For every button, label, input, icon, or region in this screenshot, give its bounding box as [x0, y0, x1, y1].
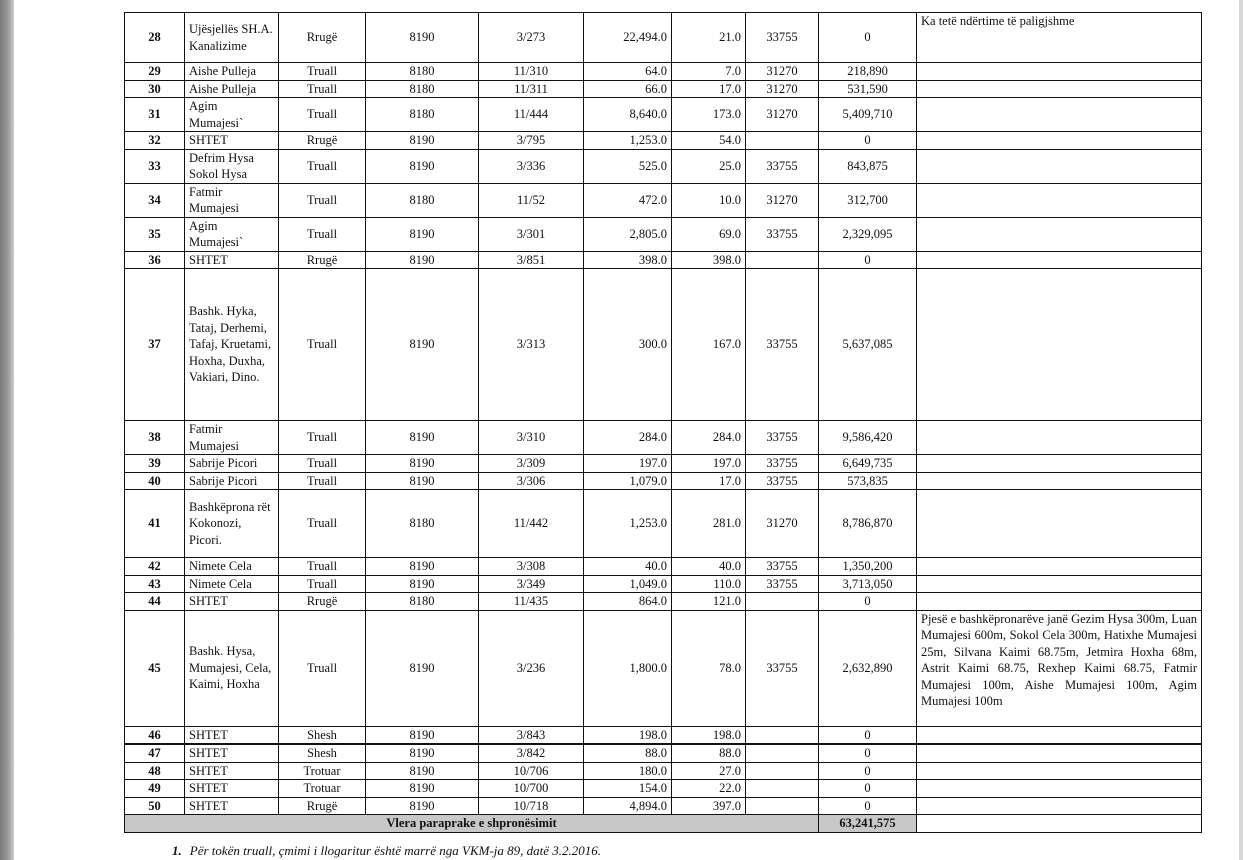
expropriated-area-cell: 167.0 — [672, 269, 746, 421]
value-cell: 218,890 — [819, 63, 917, 81]
owner-cell: SHTET — [185, 132, 279, 150]
parcel-area-cell: 2,805.0 — [584, 217, 672, 251]
parcel-number-cell: 10/706 — [479, 762, 584, 780]
land-type-cell: Truall — [279, 472, 366, 490]
expropriated-area-cell: 40.0 — [672, 558, 746, 576]
table-row — [125, 251, 1202, 269]
row-number: 30 — [125, 80, 185, 98]
land-type-cell: Rrugë — [279, 251, 366, 269]
parcel-area-cell: 284.0 — [584, 421, 672, 455]
notes-cell — [917, 63, 1202, 81]
unit-price-cell: 31270 — [746, 63, 819, 81]
owner-cell: SHTET — [185, 762, 279, 780]
expropriated-area-cell: 21.0 — [672, 13, 746, 63]
table-row — [125, 762, 1202, 780]
total-value: 63,241,575 — [819, 815, 917, 833]
parcel-number-cell: 3/851 — [479, 251, 584, 269]
owner-cell: SHTET — [185, 797, 279, 815]
parcel-area-cell: 22,494.0 — [584, 13, 672, 63]
expropriated-area-cell: 284.0 — [672, 421, 746, 455]
unit-price-cell: 31270 — [746, 98, 819, 132]
land-type-cell: Truall — [279, 98, 366, 132]
owner-cell: Fatmir Mumajesi — [185, 183, 279, 217]
notes-cell — [917, 421, 1202, 455]
owner-cell: Bashkëprona rët Kokonozi, Picori. — [185, 490, 279, 558]
notes-cell — [917, 762, 1202, 780]
cadastral-zone-cell: 8190 — [366, 780, 479, 798]
unit-price-cell — [746, 593, 819, 611]
cadastral-zone-cell: 8180 — [366, 63, 479, 81]
owner-cell: Sabrije Picori — [185, 472, 279, 490]
unit-price-cell: 33755 — [746, 149, 819, 183]
footnote — [172, 843, 601, 859]
owner-cell: Agim Mumajesi` — [185, 217, 279, 251]
table-row — [125, 149, 1202, 183]
cadastral-zone-cell: 8190 — [366, 575, 479, 593]
row-number: 37 — [125, 269, 185, 421]
expropriated-area-cell: 10.0 — [672, 183, 746, 217]
land-type-cell: Rrugë — [279, 797, 366, 815]
notes-cell — [917, 797, 1202, 815]
table-row — [125, 558, 1202, 576]
parcel-area-cell: 1,253.0 — [584, 132, 672, 150]
notes-cell: Ka tetë ndërtime të paligjshme — [917, 13, 1202, 63]
cadastral-zone-cell: 8190 — [366, 251, 479, 269]
expropriated-area-cell: 173.0 — [672, 98, 746, 132]
parcel-number-cell: 3/842 — [479, 744, 584, 762]
owner-cell: Bashk. Hysa, Mumajesi, Cela, Kaimi, Hoxha — [185, 610, 279, 726]
row-number: 42 — [125, 558, 185, 576]
cadastral-zone-cell: 8190 — [366, 217, 479, 251]
row-number: 28 — [125, 13, 185, 63]
row-number: 48 — [125, 762, 185, 780]
value-cell: 0 — [819, 251, 917, 269]
value-cell: 843,875 — [819, 149, 917, 183]
owner-cell: Defrim Hysa Sokol Hysa — [185, 149, 279, 183]
owner-cell: Bashk. Hyka, Tataj, Derhemi, Tafaj, Kruetami, Hoxha, Duxha, Vakiari, Dino. — [185, 269, 279, 421]
owner-cell: Nimete Cela — [185, 558, 279, 576]
notes-cell — [917, 472, 1202, 490]
cadastral-zone-cell: 8190 — [366, 610, 479, 726]
cadastral-zone-cell: 8190 — [366, 149, 479, 183]
row-number: 32 — [125, 132, 185, 150]
total-row — [125, 815, 1202, 833]
parcel-number-cell: 3/843 — [479, 726, 584, 744]
row-number: 38 — [125, 421, 185, 455]
parcel-area-cell: 8,640.0 — [584, 98, 672, 132]
value-cell: 2,632,890 — [819, 610, 917, 726]
footnote-number: 1. — [172, 843, 182, 858]
row-number: 41 — [125, 490, 185, 558]
table-body — [125, 13, 1202, 833]
unit-price-cell: 33755 — [746, 13, 819, 63]
land-type-cell: Truall — [279, 269, 366, 421]
land-type-cell: Rrugë — [279, 132, 366, 150]
expropriated-area-cell: 397.0 — [672, 797, 746, 815]
value-cell: 5,409,710 — [819, 98, 917, 132]
unit-price-cell — [746, 762, 819, 780]
value-cell: 312,700 — [819, 183, 917, 217]
parcel-area-cell: 472.0 — [584, 183, 672, 217]
parcel-number-cell: 3/236 — [479, 610, 584, 726]
table-row — [125, 797, 1202, 815]
row-number: 50 — [125, 797, 185, 815]
owner-cell: Ujësjellës SH.A. Kanalizime — [185, 13, 279, 63]
parcel-number-cell: 11/435 — [479, 593, 584, 611]
row-number: 45 — [125, 610, 185, 726]
row-number: 49 — [125, 780, 185, 798]
unit-price-cell: 33755 — [746, 217, 819, 251]
cadastral-zone-cell: 8190 — [366, 797, 479, 815]
cadastral-zone-cell: 8180 — [366, 98, 479, 132]
table-row — [125, 726, 1202, 744]
unit-price-cell: 33755 — [746, 558, 819, 576]
parcel-area-cell: 64.0 — [584, 63, 672, 81]
notes-cell — [917, 575, 1202, 593]
unit-price-cell: 33755 — [746, 455, 819, 473]
viewer-right-edge — [1239, 0, 1243, 860]
expropriated-area-cell: 110.0 — [672, 575, 746, 593]
parcel-number-cell: 3/336 — [479, 149, 584, 183]
land-type-cell: Truall — [279, 183, 366, 217]
value-cell: 0 — [819, 13, 917, 63]
parcel-number-cell: 3/309 — [479, 455, 584, 473]
land-type-cell: Truall — [279, 217, 366, 251]
owner-cell: Aishe Pulleja — [185, 80, 279, 98]
row-number: 36 — [125, 251, 185, 269]
expropriated-area-cell: 17.0 — [672, 80, 746, 98]
value-cell: 0 — [819, 797, 917, 815]
cadastral-zone-cell: 8190 — [366, 558, 479, 576]
land-type-cell: Trotuar — [279, 762, 366, 780]
unit-price-cell — [746, 797, 819, 815]
land-type-cell: Trotuar — [279, 780, 366, 798]
table-row — [125, 269, 1202, 421]
notes-cell — [917, 149, 1202, 183]
parcel-number-cell: 3/349 — [479, 575, 584, 593]
cadastral-zone-cell: 8180 — [366, 593, 479, 611]
owner-cell: Sabrije Picori — [185, 455, 279, 473]
expropriated-area-cell: 121.0 — [672, 593, 746, 611]
notes-cell — [917, 183, 1202, 217]
value-cell: 6,649,735 — [819, 455, 917, 473]
owner-cell: SHTET — [185, 593, 279, 611]
expropriated-area-cell: 22.0 — [672, 780, 746, 798]
unit-price-cell: 33755 — [746, 269, 819, 421]
parcel-number-cell: 11/444 — [479, 98, 584, 132]
parcel-number-cell: 3/306 — [479, 472, 584, 490]
row-number: 43 — [125, 575, 185, 593]
parcel-area-cell: 154.0 — [584, 780, 672, 798]
notes-cell — [917, 251, 1202, 269]
parcel-area-cell: 1,049.0 — [584, 575, 672, 593]
land-type-cell: Truall — [279, 610, 366, 726]
expropriated-area-cell: 398.0 — [672, 251, 746, 269]
cadastral-zone-cell: 8190 — [366, 269, 479, 421]
owner-cell: SHTET — [185, 780, 279, 798]
table-row — [125, 472, 1202, 490]
value-cell: 0 — [819, 132, 917, 150]
value-cell: 573,835 — [819, 472, 917, 490]
table-row — [125, 610, 1202, 726]
row-number: 46 — [125, 726, 185, 744]
table-row — [125, 183, 1202, 217]
unit-price-cell: 33755 — [746, 472, 819, 490]
cadastral-zone-cell: 8180 — [366, 183, 479, 217]
land-type-cell: Truall — [279, 149, 366, 183]
land-type-cell: Rrugë — [279, 13, 366, 63]
value-cell: 1,350,200 — [819, 558, 917, 576]
notes-cell — [917, 744, 1202, 762]
cadastral-zone-cell: 8190 — [366, 472, 479, 490]
parcel-area-cell: 4,894.0 — [584, 797, 672, 815]
parcel-area-cell: 300.0 — [584, 269, 672, 421]
expropriated-area-cell: 27.0 — [672, 762, 746, 780]
parcel-number-cell: 3/273 — [479, 13, 584, 63]
row-number: 47 — [125, 744, 185, 762]
expropriation-table — [124, 12, 1202, 833]
expropriated-area-cell: 281.0 — [672, 490, 746, 558]
parcel-number-cell: 10/700 — [479, 780, 584, 798]
expropriated-area-cell: 198.0 — [672, 726, 746, 744]
land-type-cell: Truall — [279, 63, 366, 81]
parcel-area-cell: 1,253.0 — [584, 490, 672, 558]
table-row — [125, 98, 1202, 132]
notes-cell — [917, 217, 1202, 251]
notes-cell — [917, 269, 1202, 421]
parcel-number-cell: 11/310 — [479, 63, 584, 81]
value-cell: 8,786,870 — [819, 490, 917, 558]
table-row — [125, 744, 1202, 762]
table-row — [125, 455, 1202, 473]
parcel-area-cell: 525.0 — [584, 149, 672, 183]
notes-cell — [917, 455, 1202, 473]
owner-cell: Fatmir Mumajesi — [185, 421, 279, 455]
notes-cell — [917, 780, 1202, 798]
table-row — [125, 132, 1202, 150]
parcel-area-cell: 198.0 — [584, 726, 672, 744]
expropriated-area-cell: 25.0 — [672, 149, 746, 183]
owner-cell: SHTET — [185, 726, 279, 744]
row-number: 40 — [125, 472, 185, 490]
notes-cell — [917, 558, 1202, 576]
cadastral-zone-cell: 8190 — [366, 744, 479, 762]
row-number: 39 — [125, 455, 185, 473]
row-number: 33 — [125, 149, 185, 183]
owner-cell: SHTET — [185, 251, 279, 269]
cadastral-zone-cell: 8190 — [366, 13, 479, 63]
parcel-area-cell: 1,800.0 — [584, 610, 672, 726]
expropriated-area-cell: 7.0 — [672, 63, 746, 81]
expropriated-area-cell: 69.0 — [672, 217, 746, 251]
owner-cell: Agim Mumajesi` — [185, 98, 279, 132]
notes-cell — [917, 98, 1202, 132]
parcel-area-cell: 40.0 — [584, 558, 672, 576]
row-number: 31 — [125, 98, 185, 132]
notes-cell — [917, 490, 1202, 558]
land-type-cell: Truall — [279, 421, 366, 455]
unit-price-cell: 31270 — [746, 183, 819, 217]
unit-price-cell — [746, 726, 819, 744]
land-type-cell: Shesh — [279, 744, 366, 762]
expropriated-area-cell: 17.0 — [672, 472, 746, 490]
parcel-area-cell: 864.0 — [584, 593, 672, 611]
unit-price-cell: 33755 — [746, 421, 819, 455]
table-row — [125, 593, 1202, 611]
parcel-number-cell: 11/442 — [479, 490, 584, 558]
table-row — [125, 490, 1202, 558]
value-cell: 5,637,085 — [819, 269, 917, 421]
expropriated-area-cell: 78.0 — [672, 610, 746, 726]
parcel-number-cell: 3/301 — [479, 217, 584, 251]
cadastral-zone-cell: 8190 — [366, 762, 479, 780]
notes-cell — [917, 726, 1202, 744]
table-row — [125, 13, 1202, 63]
parcel-area-cell: 1,079.0 — [584, 472, 672, 490]
row-number: 35 — [125, 217, 185, 251]
footnote-text: Për tokën truall, çmimi i llogaritur është marrë nga VKM-ja 89, datë 3.2.2016. — [189, 843, 602, 858]
parcel-number-cell: 10/718 — [479, 797, 584, 815]
cadastral-zone-cell: 8190 — [366, 421, 479, 455]
viewer-left-edge — [0, 0, 14, 860]
notes-cell: Pjesë e bashkëpronarëve janë Gezim Hysa 300m, Luan Mumajesi 600m, Sokol Cela 300m, Hatixhe Mumajesi 25m, Silvana Kaimi 68.75m, Jetmira Hoxha 68m, Astrit Kaimi 68.75, Rexhep Kaimi 68.75, Fatmir Mumajesi 100m, Aishe Mumajesi 100m, Agim Mumajesi 100m — [917, 610, 1202, 726]
unit-price-cell — [746, 780, 819, 798]
total-label: Vlera paraprake e shpronësimit — [125, 815, 819, 833]
parcel-area-cell: 180.0 — [584, 762, 672, 780]
notes-cell — [917, 80, 1202, 98]
parcel-area-cell: 398.0 — [584, 251, 672, 269]
unit-price-cell — [746, 251, 819, 269]
notes-cell — [917, 132, 1202, 150]
land-type-cell: Truall — [279, 455, 366, 473]
cadastral-zone-cell: 8180 — [366, 490, 479, 558]
expropriated-area-cell: 197.0 — [672, 455, 746, 473]
value-cell: 2,329,095 — [819, 217, 917, 251]
table-row — [125, 80, 1202, 98]
expropriated-area-cell: 54.0 — [672, 132, 746, 150]
table-row — [125, 575, 1202, 593]
expropriated-area-cell: 88.0 — [672, 744, 746, 762]
parcel-number-cell: 3/313 — [479, 269, 584, 421]
value-cell: 9,586,420 — [819, 421, 917, 455]
cadastral-zone-cell: 8190 — [366, 726, 479, 744]
parcel-area-cell: 88.0 — [584, 744, 672, 762]
land-type-cell: Rrugë — [279, 593, 366, 611]
value-cell: 0 — [819, 593, 917, 611]
table-row — [125, 421, 1202, 455]
unit-price-cell: 33755 — [746, 575, 819, 593]
table-row — [125, 217, 1202, 251]
value-cell: 3,713,050 — [819, 575, 917, 593]
parcel-number-cell: 11/311 — [479, 80, 584, 98]
parcel-number-cell: 3/310 — [479, 421, 584, 455]
row-number: 44 — [125, 593, 185, 611]
table-row — [125, 63, 1202, 81]
total-notes-cell — [917, 815, 1202, 833]
owner-cell: Nimete Cela — [185, 575, 279, 593]
row-number: 29 — [125, 63, 185, 81]
owner-cell: Aishe Pulleja — [185, 63, 279, 81]
value-cell: 0 — [819, 726, 917, 744]
land-type-cell: Truall — [279, 80, 366, 98]
value-cell: 0 — [819, 762, 917, 780]
unit-price-cell: 31270 — [746, 490, 819, 558]
unit-price-cell: 31270 — [746, 80, 819, 98]
land-type-cell: Truall — [279, 575, 366, 593]
land-type-cell: Truall — [279, 558, 366, 576]
parcel-number-cell: 3/308 — [479, 558, 584, 576]
cadastral-zone-cell: 8180 — [366, 80, 479, 98]
parcel-number-cell: 11/52 — [479, 183, 584, 217]
parcel-number-cell: 3/795 — [479, 132, 584, 150]
owner-cell: SHTET — [185, 744, 279, 762]
parcel-area-cell: 197.0 — [584, 455, 672, 473]
unit-price-cell — [746, 132, 819, 150]
table-row — [125, 780, 1202, 798]
value-cell: 0 — [819, 744, 917, 762]
parcel-area-cell: 66.0 — [584, 80, 672, 98]
cadastral-zone-cell: 8190 — [366, 132, 479, 150]
value-cell: 531,590 — [819, 80, 917, 98]
notes-cell — [917, 593, 1202, 611]
unit-price-cell: 33755 — [746, 610, 819, 726]
unit-price-cell — [746, 744, 819, 762]
row-number: 34 — [125, 183, 185, 217]
land-type-cell: Truall — [279, 490, 366, 558]
land-type-cell: Shesh — [279, 726, 366, 744]
value-cell: 0 — [819, 780, 917, 798]
cadastral-zone-cell: 8190 — [366, 455, 479, 473]
